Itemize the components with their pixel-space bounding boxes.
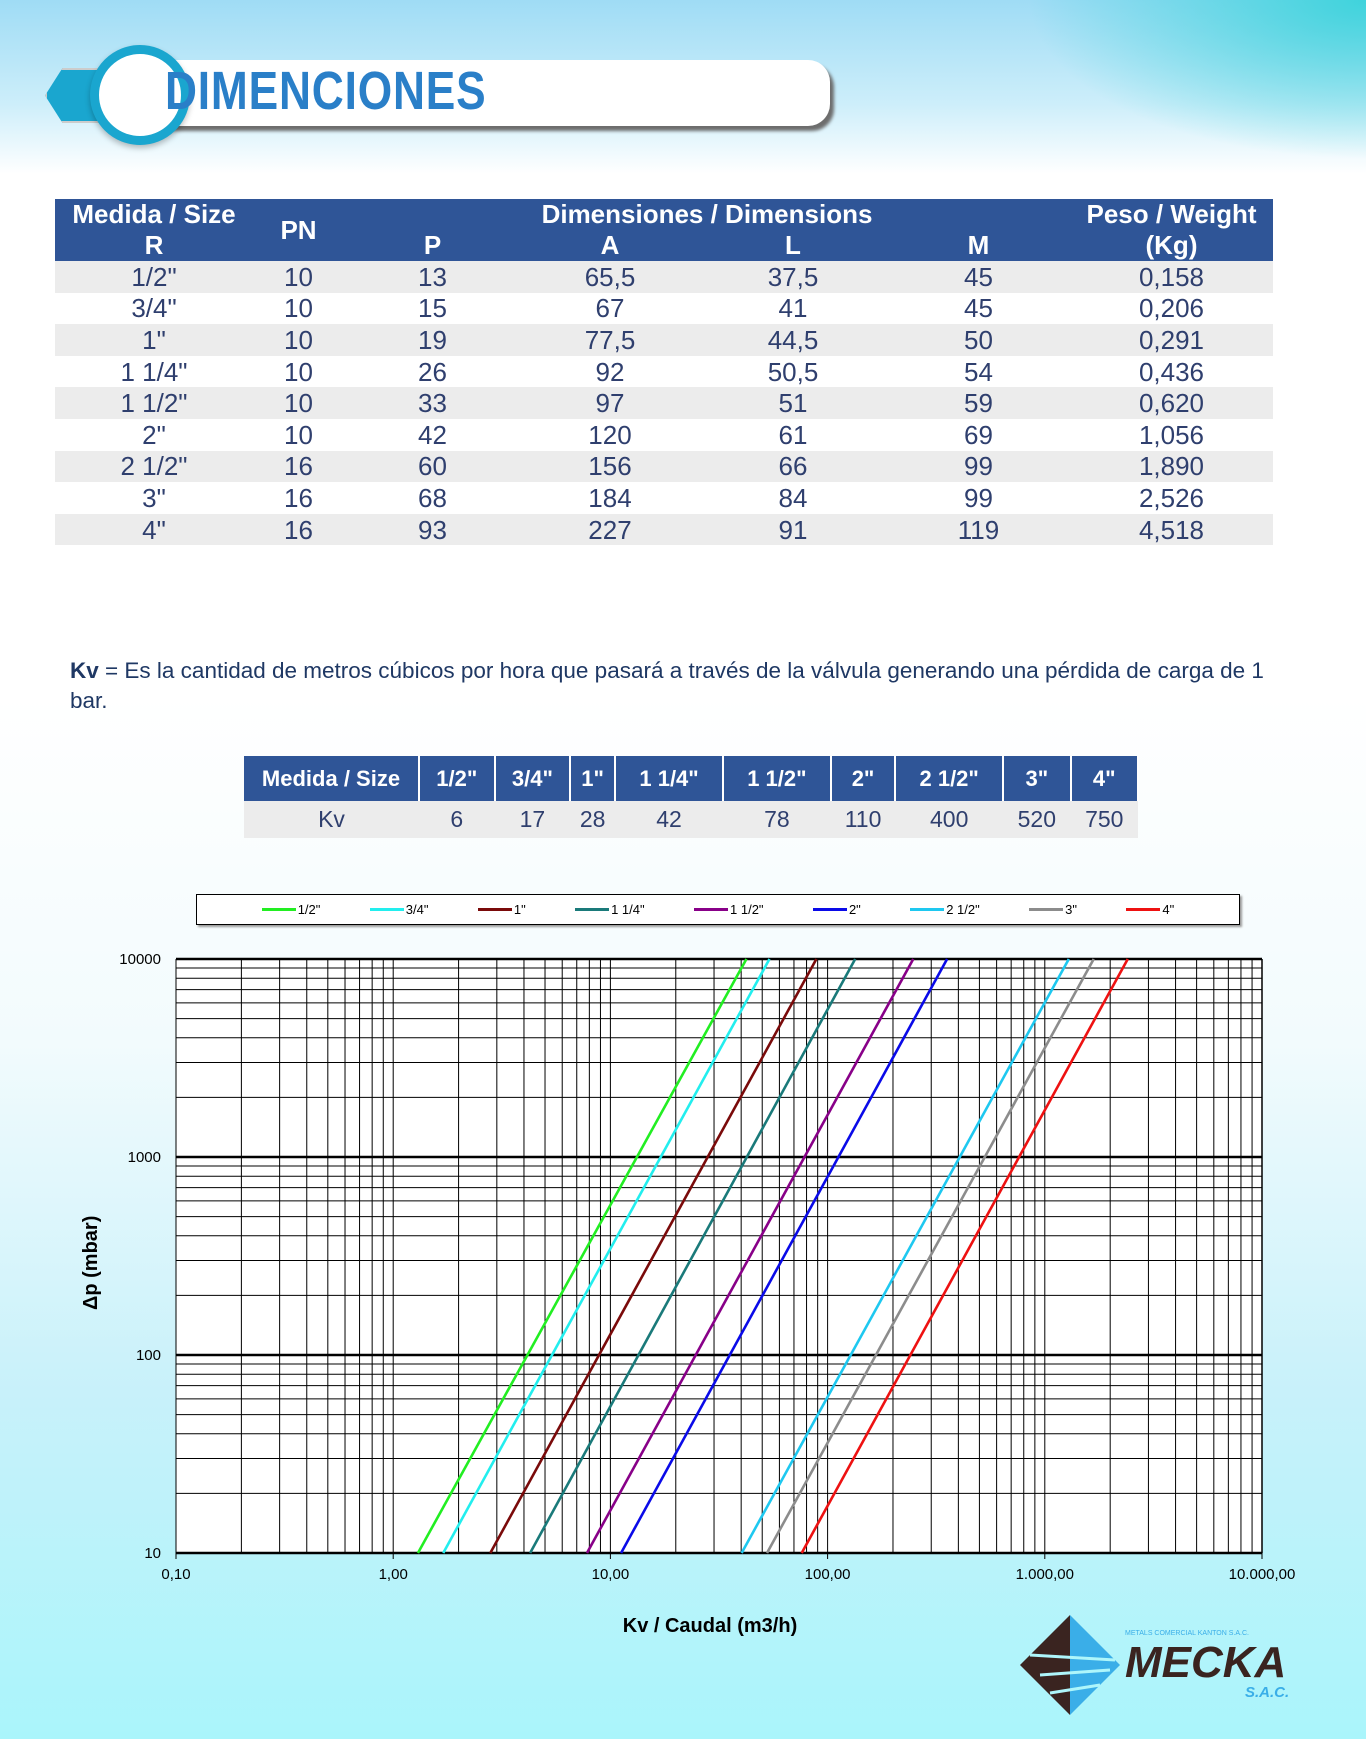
col-l: L (699, 230, 887, 261)
table-cell: 3" (142, 482, 166, 513)
table-cell: 97 (521, 387, 699, 419)
legend-swatch (1029, 908, 1063, 911)
legend-swatch (478, 908, 512, 911)
mecka-logo (1020, 1615, 1320, 1715)
table-cell: 77,5 (521, 324, 699, 356)
legend-label: 4" (1162, 902, 1175, 917)
legend-item (1126, 902, 1174, 917)
table-row (55, 261, 1273, 293)
kv-header-label: Medida / Size (244, 756, 419, 801)
kv-size-header: 2 1/2" (895, 756, 1003, 801)
legend-item (910, 902, 980, 917)
table-cell: 10 (253, 324, 344, 356)
kv-term: Kv (70, 658, 99, 683)
table-cell: 2 1/2" (55, 451, 253, 483)
kv-size-header: 3" (1003, 756, 1070, 801)
table-cell: 1/2" (55, 261, 253, 293)
legend-label: 3/4" (405, 902, 429, 917)
legend-item (262, 902, 321, 917)
table-row (55, 324, 1273, 356)
table-cell: 51 (699, 387, 887, 419)
kv-value: 6 (419, 801, 495, 838)
col-weight: Peso / Weight (1070, 199, 1273, 230)
table-cell: 156 (521, 451, 699, 483)
table-cell: 99 (887, 451, 1070, 483)
legend-label: 2 1/2" (946, 902, 980, 917)
table-cell: 1" (55, 324, 253, 356)
col-a: A (521, 230, 699, 261)
y-tick-label: 100 (135, 1347, 161, 1364)
legend-item (813, 902, 861, 917)
table-row (55, 293, 1273, 325)
kv-size-header: 3/4" (495, 756, 571, 801)
col-p: P (344, 230, 521, 261)
x-tick-label: 1,00 (378, 1566, 408, 1583)
table-cell: 50,5 (767, 356, 819, 387)
table-cell: 99 (964, 482, 993, 513)
table-cell: 2,526 (1138, 482, 1205, 513)
table-cell: 3/4" (131, 293, 177, 324)
table-cell: 45 (964, 293, 993, 324)
chart-legend (196, 894, 1240, 925)
table-cell: 16 (284, 482, 313, 513)
table-row (55, 387, 1273, 419)
legend-label: 1" (513, 902, 526, 917)
table-cell: 10 (253, 261, 344, 293)
table-cell: 37,5 (699, 261, 887, 293)
table-cell: 91 (699, 514, 887, 546)
legend-swatch (813, 908, 847, 911)
table-cell: 69 (964, 419, 993, 450)
svg-text:METALS COMERCIAL KANTON S.A.C.: METALS COMERCIAL KANTON S.A.C. (1125, 1630, 1249, 1637)
table-cell: 41 (778, 293, 808, 324)
kv-size-header: 1" (570, 756, 615, 801)
kv-value: 400 (895, 801, 1003, 838)
legend-swatch (910, 908, 944, 911)
page-title: DIMENCIONES (165, 61, 487, 121)
table-cell: 1 1/4" (120, 356, 188, 387)
table-cell: 1 1/2" (55, 387, 253, 419)
table-cell: 120 (588, 419, 632, 450)
table-cell: 119 (887, 514, 1070, 546)
col-pn: PN (253, 199, 344, 261)
x-tick-label: 1.000,00 (1015, 1566, 1074, 1583)
col-size-r: R (55, 230, 253, 261)
table-cell: 184 (588, 482, 632, 513)
legend-label: 2" (848, 902, 861, 917)
table-cell: 10 (253, 387, 344, 419)
kv-size-header: 1 1/4" (615, 756, 723, 801)
decorative-blob (1026, 0, 1366, 160)
table-cell: 227 (521, 514, 699, 546)
legend-swatch (575, 908, 609, 911)
kv-value: 520 (1003, 801, 1070, 838)
table-cell: 61 (778, 419, 808, 450)
table-cell: 16 (253, 514, 344, 546)
pressure-drop-chart (0, 940, 1366, 1600)
table-cell: 33 (344, 387, 521, 419)
table-cell: 0,620 (1070, 387, 1273, 419)
table-cell: 67 (595, 293, 625, 324)
table-cell: 10 (284, 419, 313, 450)
table-cell: 0,291 (1070, 324, 1273, 356)
legend-label: 1 1/4" (611, 902, 645, 917)
table-cell: 84 (778, 482, 808, 513)
kv-value: 78 (723, 801, 831, 838)
table-cell: 45 (887, 261, 1070, 293)
col-weight-kg: (Kg) (1070, 230, 1273, 261)
table-cell: 1,056 (1138, 419, 1205, 450)
legend-item (575, 902, 645, 917)
table-cell: 50 (887, 324, 1070, 356)
kv-size-header: 2" (831, 756, 895, 801)
kv-definition (70, 656, 1290, 716)
table-cell: 19 (344, 324, 521, 356)
legend-label: 1/2" (297, 902, 321, 917)
col-size: Medida / Size (55, 199, 253, 230)
table-cell: 54 (964, 356, 993, 387)
legend-swatch (1126, 908, 1160, 911)
table-cell: 10 (284, 293, 313, 324)
table-cell: 42 (418, 419, 447, 450)
table-cell: 4" (55, 514, 253, 546)
kv-definition-text: = Es la cantidad de metros cúbicos por hora que pasará a través de la válvula generando una pérdida de carga de 1 bar. (70, 658, 1264, 713)
dimensions-table (55, 199, 1273, 545)
x-axis-label: Kv / Caudal (m3/h) (622, 1615, 798, 1637)
table-cell: 65,5 (521, 261, 699, 293)
kv-size-header: 1 1/2" (723, 756, 831, 801)
table-cell: 60 (344, 451, 521, 483)
table-cell: 44,5 (699, 324, 887, 356)
table-cell: 4,518 (1070, 514, 1273, 546)
kv-size-header: 4" (1071, 756, 1138, 801)
y-tick-label: 10 (144, 1545, 161, 1562)
y-axis-label: Δp (mbar) (80, 1215, 102, 1310)
table-cell: 13 (344, 261, 521, 293)
table-cell: 0,158 (1070, 261, 1273, 293)
table-row (55, 419, 1273, 451)
table-cell: 68 (418, 482, 447, 513)
kv-size-header: 1/2" (419, 756, 495, 801)
table-cell: 93 (344, 514, 521, 546)
table-cell: 10 (284, 356, 313, 387)
table-cell: 16 (253, 451, 344, 483)
x-tick-label: 10,00 (591, 1566, 630, 1583)
kv-value: 42 (615, 801, 723, 838)
table-cell: 59 (887, 387, 1070, 419)
x-tick-label: 10.000,00 (1228, 1566, 1296, 1583)
table-cell: 92 (595, 356, 625, 387)
svg-text:S.A.C.: S.A.C. (1245, 1684, 1290, 1701)
table-cell: 1,890 (1070, 451, 1273, 483)
table-cell: 66 (699, 451, 887, 483)
col-dimensions: Dimensiones / Dimensions (344, 199, 1070, 230)
table-cell: 0,206 (1138, 293, 1205, 324)
legend-item (370, 902, 429, 917)
svg-text:MECKA: MECKA (1125, 1638, 1287, 1687)
table-row (55, 451, 1273, 483)
table-cell: 15 (418, 293, 447, 324)
table-row (55, 514, 1273, 546)
legend-label: 1 1/2" (730, 902, 764, 917)
kv-row-label: Kv (244, 801, 419, 838)
y-tick-label: 1000 (127, 1149, 161, 1166)
col-m: M (887, 230, 1070, 261)
legend-label: 3" (1065, 902, 1077, 917)
legend-swatch (262, 908, 296, 911)
legend-swatch (694, 908, 728, 911)
legend-item (1029, 902, 1077, 917)
legend-item (478, 902, 526, 917)
title-banner (45, 50, 795, 140)
legend-item (694, 902, 764, 917)
legend-swatch (370, 908, 404, 911)
y-tick-label: 10000 (119, 951, 161, 968)
x-tick-label: 0,10 (161, 1566, 191, 1583)
kv-value: 17 (495, 801, 571, 838)
kv-value: 750 (1071, 801, 1138, 838)
table-cell: 2" (142, 419, 166, 450)
table-cell: 0,436 (1138, 356, 1205, 387)
kv-value: 110 (831, 801, 895, 838)
table-row (55, 356, 1273, 388)
table-cell: 26 (418, 356, 447, 387)
kv-value: 28 (570, 801, 615, 838)
table-row (55, 482, 1273, 514)
plot-area (176, 959, 1262, 1553)
x-tick-label: 100,00 (804, 1566, 851, 1583)
kv-table (244, 756, 1139, 838)
